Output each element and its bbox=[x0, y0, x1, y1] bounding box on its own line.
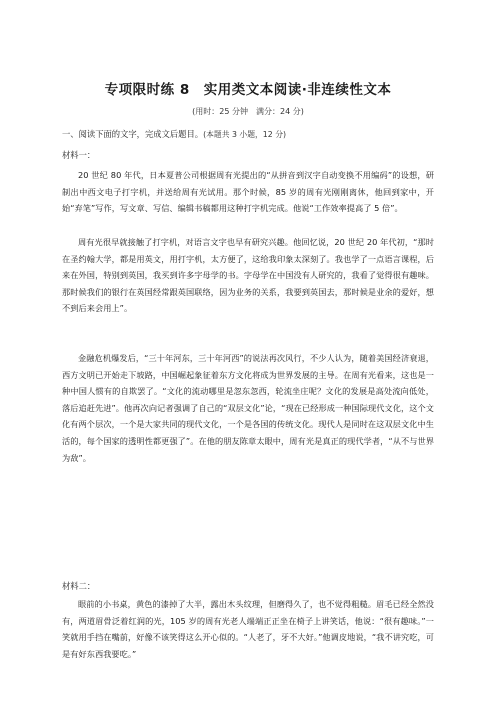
section-instruction: 一、阅读下面的文字，完成文后题目。 bbox=[62, 129, 204, 139]
paragraph: 金融危机爆发后，“三十年河东，三十年河西”的说法再次风行，不少人认为，随着美国经济衰退，西方文明已开始走下坡路，中国崛起象征着东方文化将成为世界发展的主导。在周有光看来，这也是一种中国人惯有的自欺罢了。“文化的流动哪里是忽东忽西，轮流坐庄呢？文化的发展是高处流向低处，落后追赶先进”。他再次向记者强调了自己的“双层文化”论，“现在已经形成一种国际现代文化，这个文化有两个层次，一个是大家共同的现代文化，一个是各国的传统文化。现代人是同时在这双层文化中生活的，每个国家的透明性都更强了”。在他的朋友陈章太眼中，周有光是真正的现代学者，“从不与世界为敌”。 bbox=[62, 353, 434, 463]
material-label: 材料一： bbox=[62, 150, 96, 160]
time-score-info: (用时：25 分钟 满分：24 分) bbox=[192, 107, 304, 116]
section-heading bbox=[62, 128, 286, 140]
paragraph: 周有光很早就接触了打字机，对语言文字也早有研究兴趣。他回忆说，20 世纪 20 年代初，“那时在圣约翰大学，都是用英文，用打字机，太方便了，这给我印象太深刻了。我也学了一点语言课程，后来在外国，特别到英国，我买到许多字母学的书。字母学在中国没有人研究的，我看了觉得很有趣味。那时候我们的银行在英国经常跟英国联络，因为业务的关系，我要到英国去，那时候是业余的爱好，想不到后来会用上”。 bbox=[62, 237, 434, 314]
material-label: 材料二： bbox=[62, 581, 96, 591]
paragraph: 眼前的小书桌，黄色的漆掉了大半，露出木头纹理，但磨得久了，也不觉得粗糙。眉毛已经全然没有，两道眉骨泛着红润的光，105 岁的周有光老人端端正正坐在椅子上讲笑话，他说：“很有趣味。”一笑就用手挡在嘴前，好像不该笑得这么开心似的。“人老了，牙不大好。”他调皮地说，“我不讲究吃，可是有好东西我要吃。” bbox=[62, 599, 434, 659]
section-note: (本题共 3 小题，12 分) bbox=[203, 130, 287, 139]
document-title: 专项限时练 8 实用类文本阅读·非连续性文本 bbox=[104, 82, 392, 98]
paragraph: 20 世纪 80 年代，日本夏普公司根据周有光提出的“从拼音到汉字自动变换不用编码”的设想，研制出中西文电子打字机，并送给周有光试用。那个时候，85 岁的周有光刚刚离休，他回到家中，开始“弃笔”写作，写文章、写信、编辑书稿都用这种打字机完成。他说“工作效率提高了 5 倍”。 bbox=[62, 170, 434, 214]
